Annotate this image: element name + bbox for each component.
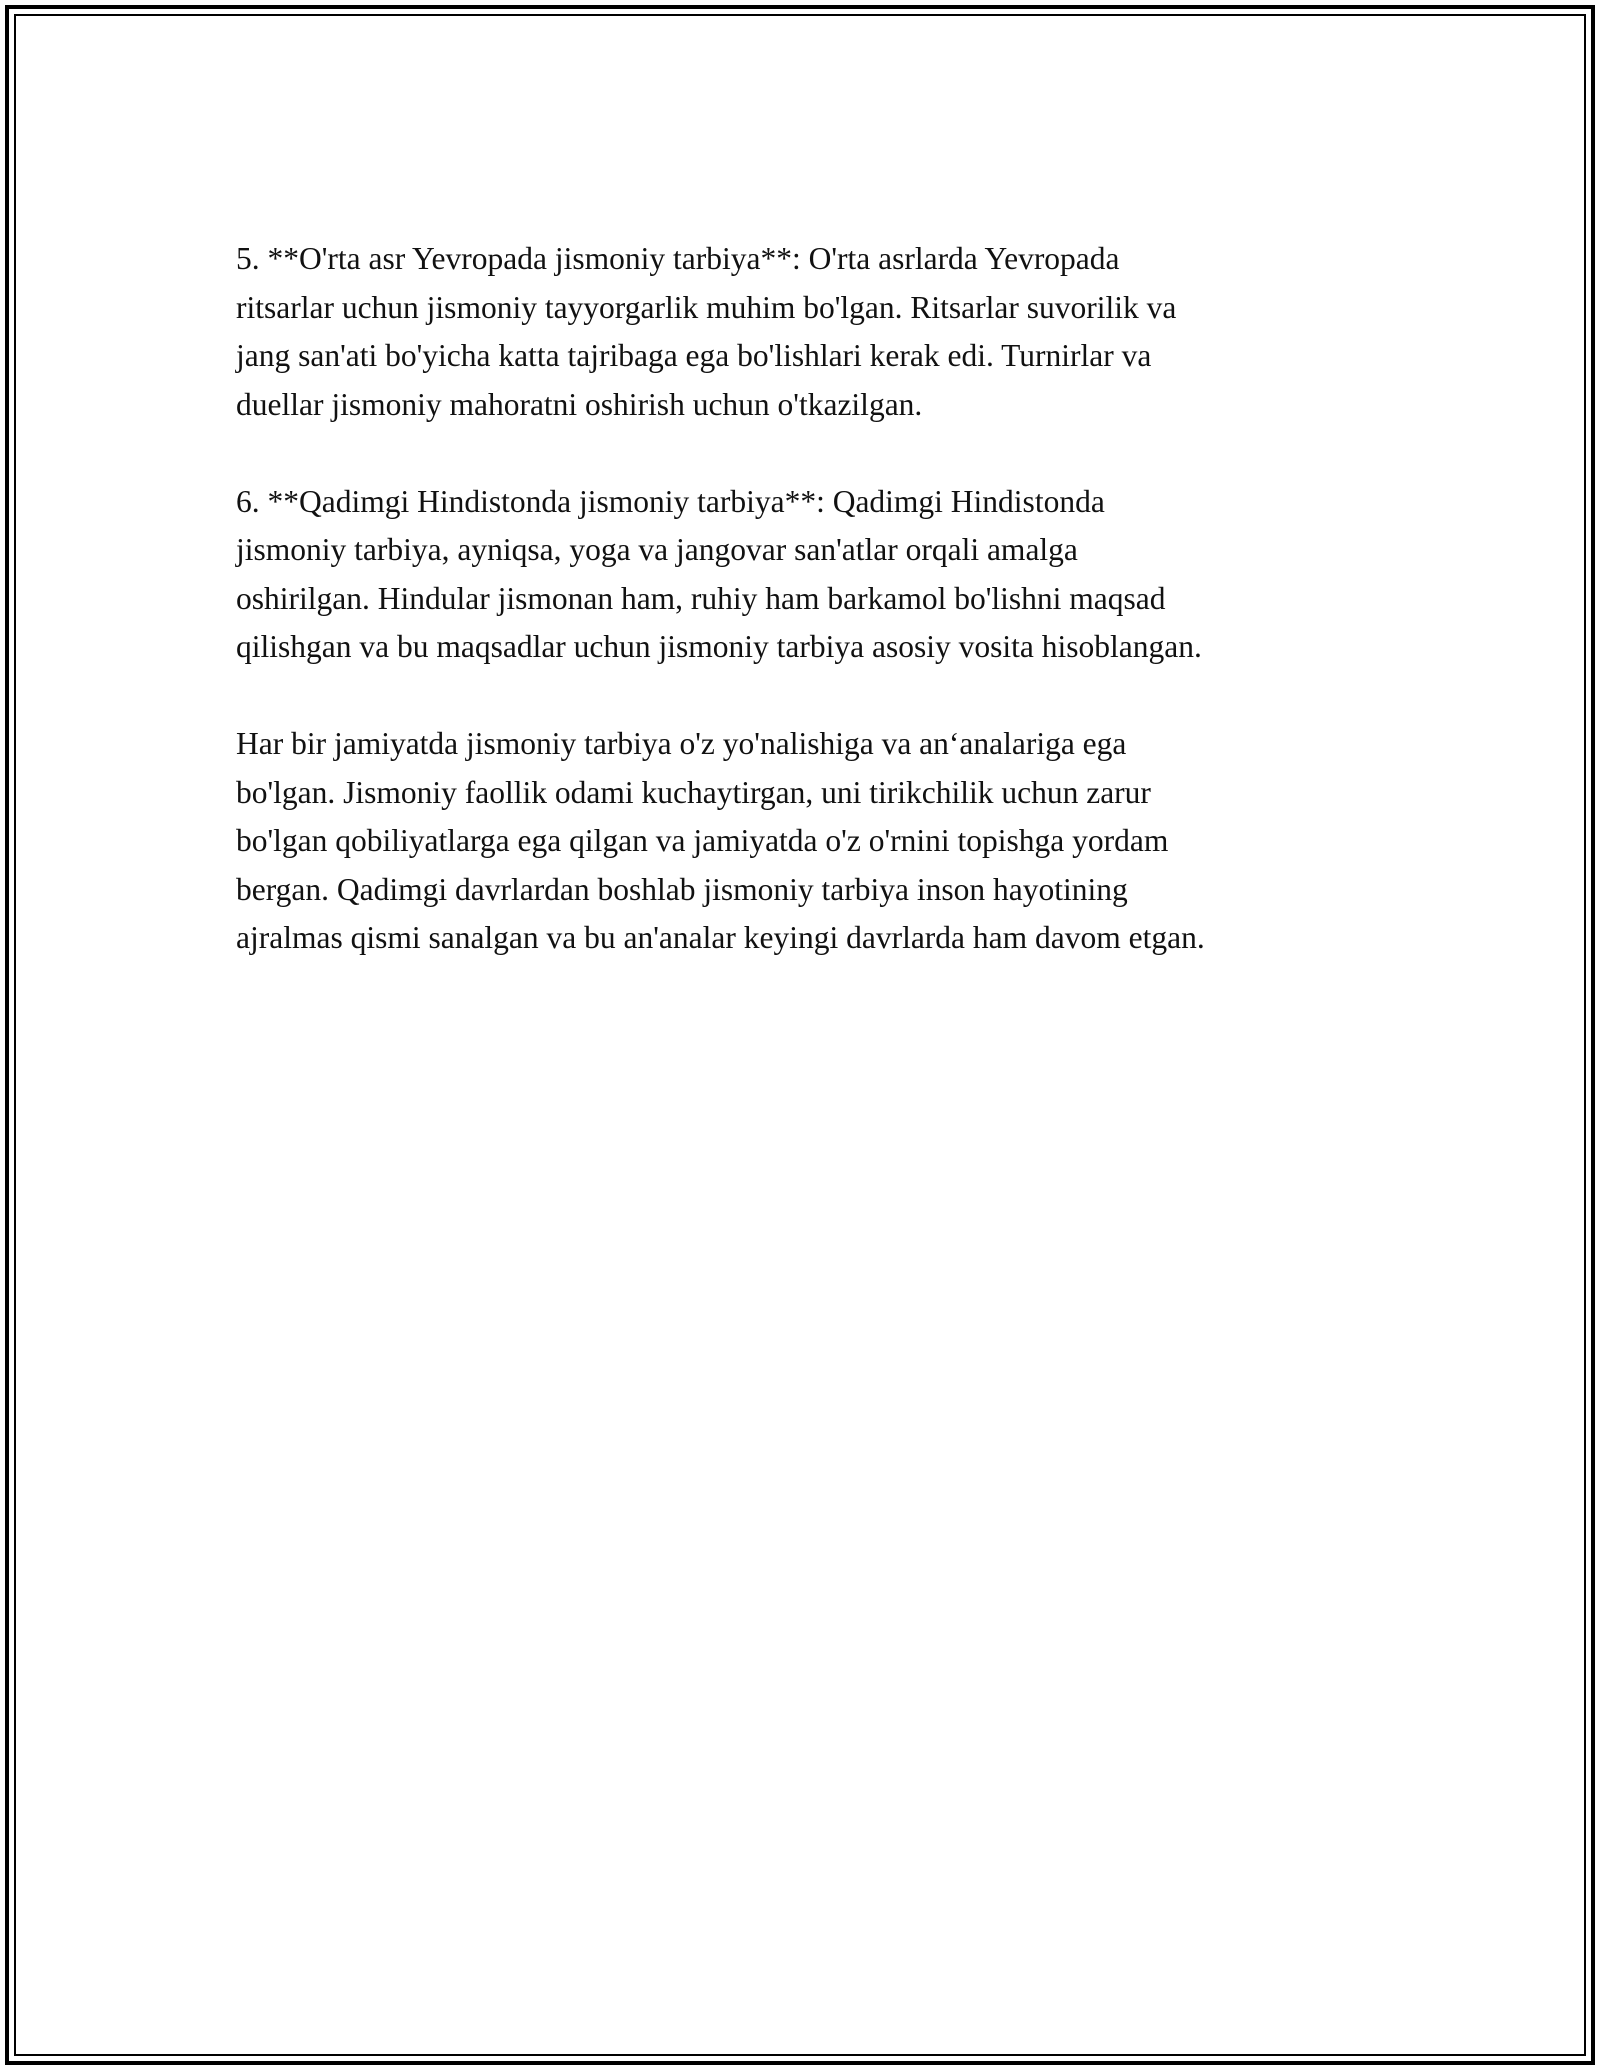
text-line: ritsarlar uchun jismoniy tayyorgarlik muhim bo'lgan. Ritsarlar suvorilik va (236, 289, 1177, 325)
document-body (236, 235, 1396, 1011)
text-line: bergan. Qadimgi davrlardan boshlab jismoniy tarbiya inson hayotining (236, 871, 1128, 907)
text-line: ajralmas qismi sanalgan va bu an'analar keyingi davrlarda ham davom etgan. (236, 920, 1205, 955)
text-line: bo'lgan qobiliyatlarga ega qilgan va jamiyatda o'z o'rnini topishga yordam (236, 823, 1169, 858)
text-line: bo'lgan. Jismoniy faollik odami kuchaytirgan, uni tirikchilik uchun zarur (236, 774, 1151, 810)
paragraph-medieval-europe (236, 235, 1396, 429)
text-line: 6. **Qadimgi Hindistonda jismoniy tarbiya**: Qadimgi Hindistonda (236, 483, 1105, 519)
text-line: oshirilgan. Hindular jismonan ham, ruhiy ham barkamol bo'lishni maqsad (236, 580, 1166, 616)
text-line: jang san'ati bo'yicha katta tajribaga ega bo'lishlari kerak edi. Turnirlar va (236, 338, 1152, 373)
paragraph-ancient-india (236, 478, 1396, 672)
text-line: 5. **O'rta asr Yevropada jismoniy tarbiya**: O'rta asrlarda Yevropada (236, 241, 1120, 276)
paragraph-conclusion (236, 720, 1396, 963)
text-line: Har bir jamiyatda jismoniy tarbiya o'z yo'nalishiga va an‘analariga ega (236, 726, 1127, 761)
text-line: duellar jismoniy mahoratni oshirish uchun o'tkazilgan. (236, 386, 923, 422)
text-line: jismoniy tarbiya, ayniqsa, yoga va jangovar san'atlar orqali amalga (236, 532, 1078, 567)
text-line: qilishgan va bu maqsadlar uchun jismoniy tarbiya asosiy vosita hisoblangan. (236, 629, 1202, 664)
